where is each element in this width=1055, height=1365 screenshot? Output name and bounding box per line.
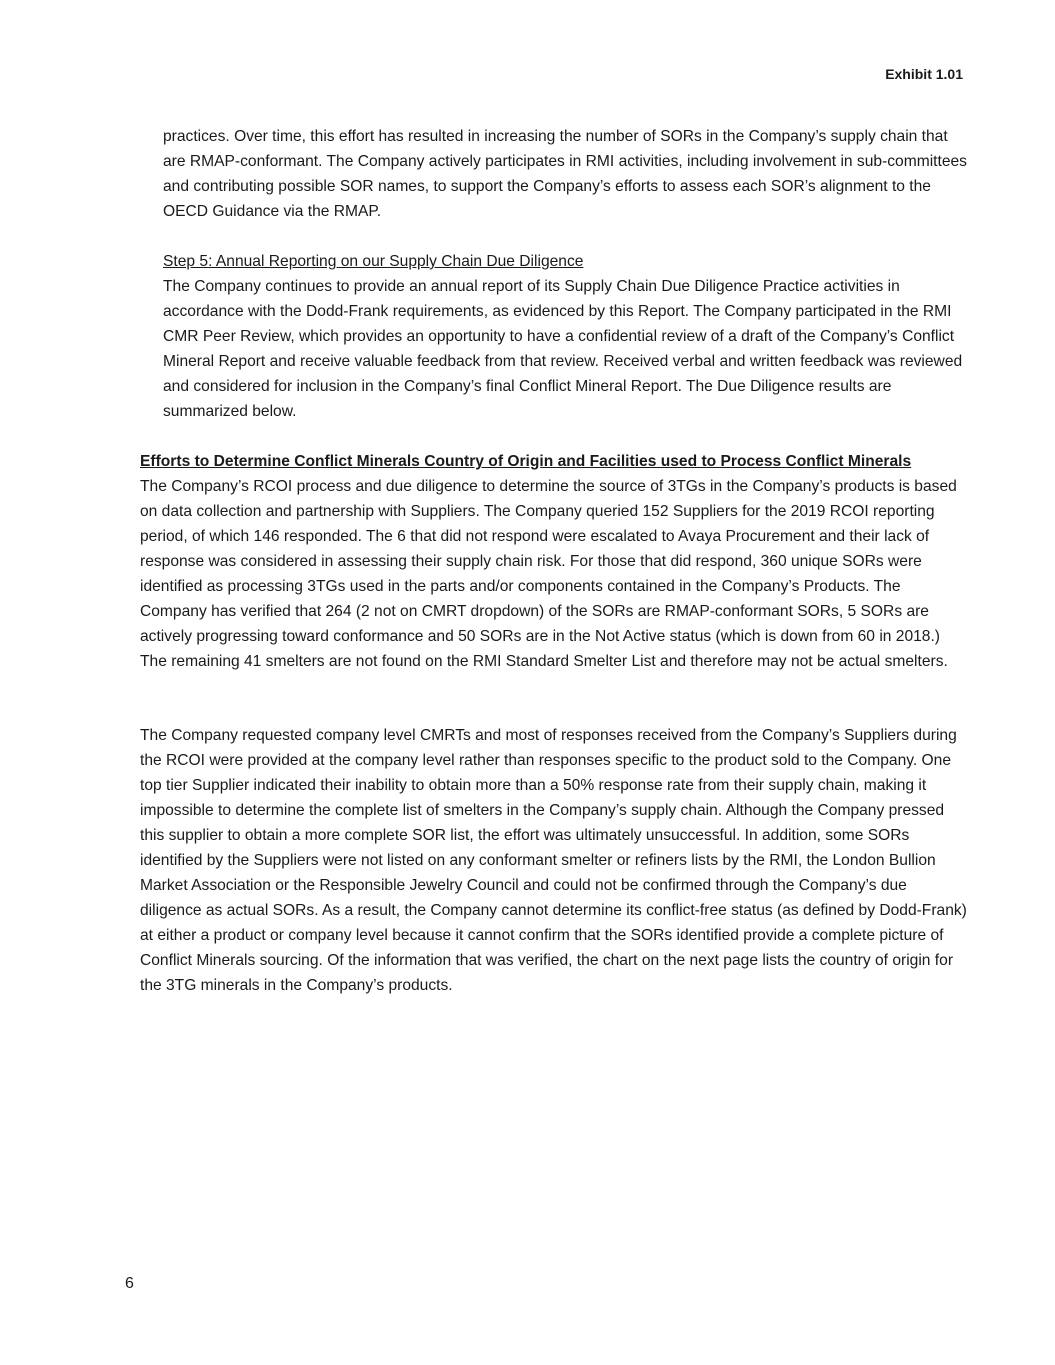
page-number: 6 <box>125 1275 134 1292</box>
continuation-paragraph: practices. Over time, this effort has resulted in increasing the number of SORs in the Company’s supply chain that are RMAP-conformant. The Company actively participates in RMI activities, including involvement in sub-committees and contributing possible SOR names, to support the Company’s efforts to assess each SOR’s alignment to the OECD Guidance via the RMAP. <box>163 128 967 220</box>
efforts-heading: Efforts to Determine Conflict Minerals Country of Origin and Facilities used to Process Conflict Minerals <box>140 453 912 470</box>
exhibit-label: Exhibit 1.01 <box>885 66 963 82</box>
efforts-paragraph-2: The Company requested company level CMRTs and most of responses received from the Company’s Suppliers during the RCOI were provided at the company level rather than responses specific to the product sold to the Company. One top tier Supplier indicated their inability to obtain more than a 50% response rate from their supply chain, making it impossible to determine the complete list of smelters in the Company’s supply chain. Although the Company pressed this supplier to obtain a more complete SOR list, the effort was ultimately unsuccessful. In addition, some SORs identified by the Suppliers were not listed on any conformant smelter or refiners lists by the RMI, the London Bullion Market Association or the Responsible Jewelry Council and could not be confirmed through the Company’s due diligence as actual SORs. As a result, the Company cannot determine its conflict-free status (as defined by Dodd-Frank) at either a product or company level because it cannot confirm that the SORs identified provide a complete picture of Conflict Minerals sourcing. Of the information that was verified, the chart on the next page lists the country of origin for the 3TG minerals in the Company’s products. <box>140 727 967 994</box>
efforts-paragraph-1: The Company’s RCOI process and due diligence to determine the source of 3TGs in the Company’s products is based on data collection and partnership with Suppliers. The Company queried 152 Suppliers for the 2019 RCOI reporting period, of which 146 responded. The 6 that did not respond were escalated to Avaya Procurement and their lack of response was considered in assessing their supply chain risk. For those that did respond, 360 unique SORs were identified as processing 3TGs used in the parts and/or components contained in the Company’s Products. The Company has verified that 264 (2 not on CMRT dropdown) of the SORs are RMAP-conformant SORs, 5 SORs are actively progressing toward conformance and 50 SORs are in the Not Active status (which is down from 60 in 2018.) The remaining 41 smelters are not found on the RMI Standard Smelter List and therefore may not be actual smelters. <box>140 478 957 670</box>
step5-paragraph: The Company continues to provide an annual report of its Supply Chain Due Diligence Practice activities in accordance with the Dodd-Frank requirements, as evidenced by this Report. The Company participated in the RMI CMR Peer Review, which provides an opportunity to have a confidential review of a draft of the Company’s Conflict Mineral Report and receive valuable feedback from that review. Received verbal and written feedback was reviewed and considered for inclusion in the Company’s final Conflict Mineral Report. The Due Diligence results are summarized below. <box>163 278 963 420</box>
step5-heading: Step 5: Annual Reporting on our Supply Chain Due Diligence <box>163 253 584 270</box>
